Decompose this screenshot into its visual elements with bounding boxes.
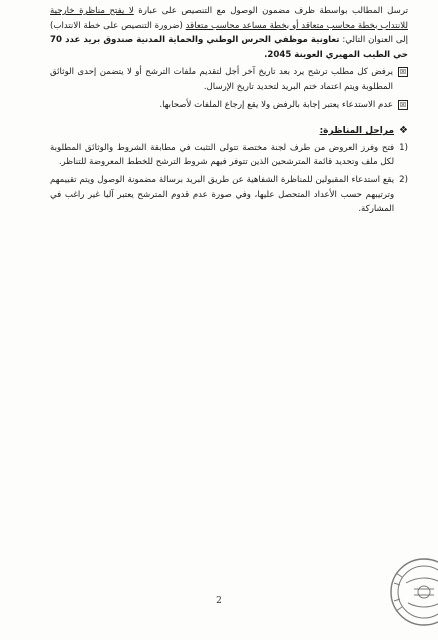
- no-summons-rule-text: عدم الاستدعاء يعتبر إجابة بالرفض ولا يقع إرجاع الملفات لأصحابها.: [159, 99, 393, 110]
- checked-box-icon: ☒: [399, 68, 407, 77]
- competition-title: مناظرة خارجية للانتداب بخطة محاسب متعاقد أو بخطة مساعد محاسب متعاقد: [50, 6, 408, 31]
- document-body: [50, 4, 408, 220]
- section-title: مراحل المناظرة:: [319, 126, 395, 137]
- page-number: 2: [216, 596, 222, 606]
- stage-item: [50, 173, 408, 217]
- rejection-rule-item: [50, 65, 408, 94]
- diamond-bullet-icon: ❖: [399, 125, 408, 137]
- stage-number: (1: [399, 142, 408, 153]
- mailing-address: تعاونية موظفي الحرس الوطني والحماية المدنية صندوق بريد عدد 70 حي الطيب المهيري العوينة 2045.: [50, 35, 408, 60]
- intro-text-1: ترسل المطالب بواسطة ظرف مضمون الوصول مع التنصيص على عبارة: [133, 6, 408, 16]
- intro-text-4: (ضرورة التنصيص على خطة الانتداب) إلى العنوان التالي:: [50, 20, 408, 46]
- rejection-rule-text: يرفض كل مطلب ترشح يرد بعد تاريخ آخر أجل لتقديم ملفات الترشح أو لا يتضمن إحدى الوثائق المطلوبة ويتم اعتماد ختم البريد لتحديد تاريخ الإرسال.: [50, 67, 393, 92]
- section-heading: [50, 124, 408, 139]
- do-not-open-phrase: لا يفتح: [109, 6, 134, 16]
- intro-paragraph: [50, 4, 408, 62]
- no-summons-rule-item: [50, 98, 408, 113]
- stage-number: (2: [399, 174, 408, 185]
- stage-text: يقع استدعاء المقبولين للمناظرة الشفاهية عن طريق البريد برسالة مضمونة الوصول ويتم تقييمهم وترتيبهم حسب الأعداد المتحصل عليها، وفي صورة عدم قدوم المترشح يعتبر آليا غير راغب في المشاركة.: [50, 174, 395, 215]
- official-stamp-seal: [384, 553, 438, 631]
- stage-item: [50, 141, 408, 170]
- stage-text: فتح وفرز العروض من طرف لجنة مختصة تتولى التثبت في مطابقة الشروط والوثائق المطلوبة لكل ملف وتحديد قائمة المترشحين الذين تتوفر فيهم شروط الترشح للخطط المعروضة للتناظر.: [50, 142, 395, 168]
- checked-box-icon: ☒: [399, 100, 407, 109]
